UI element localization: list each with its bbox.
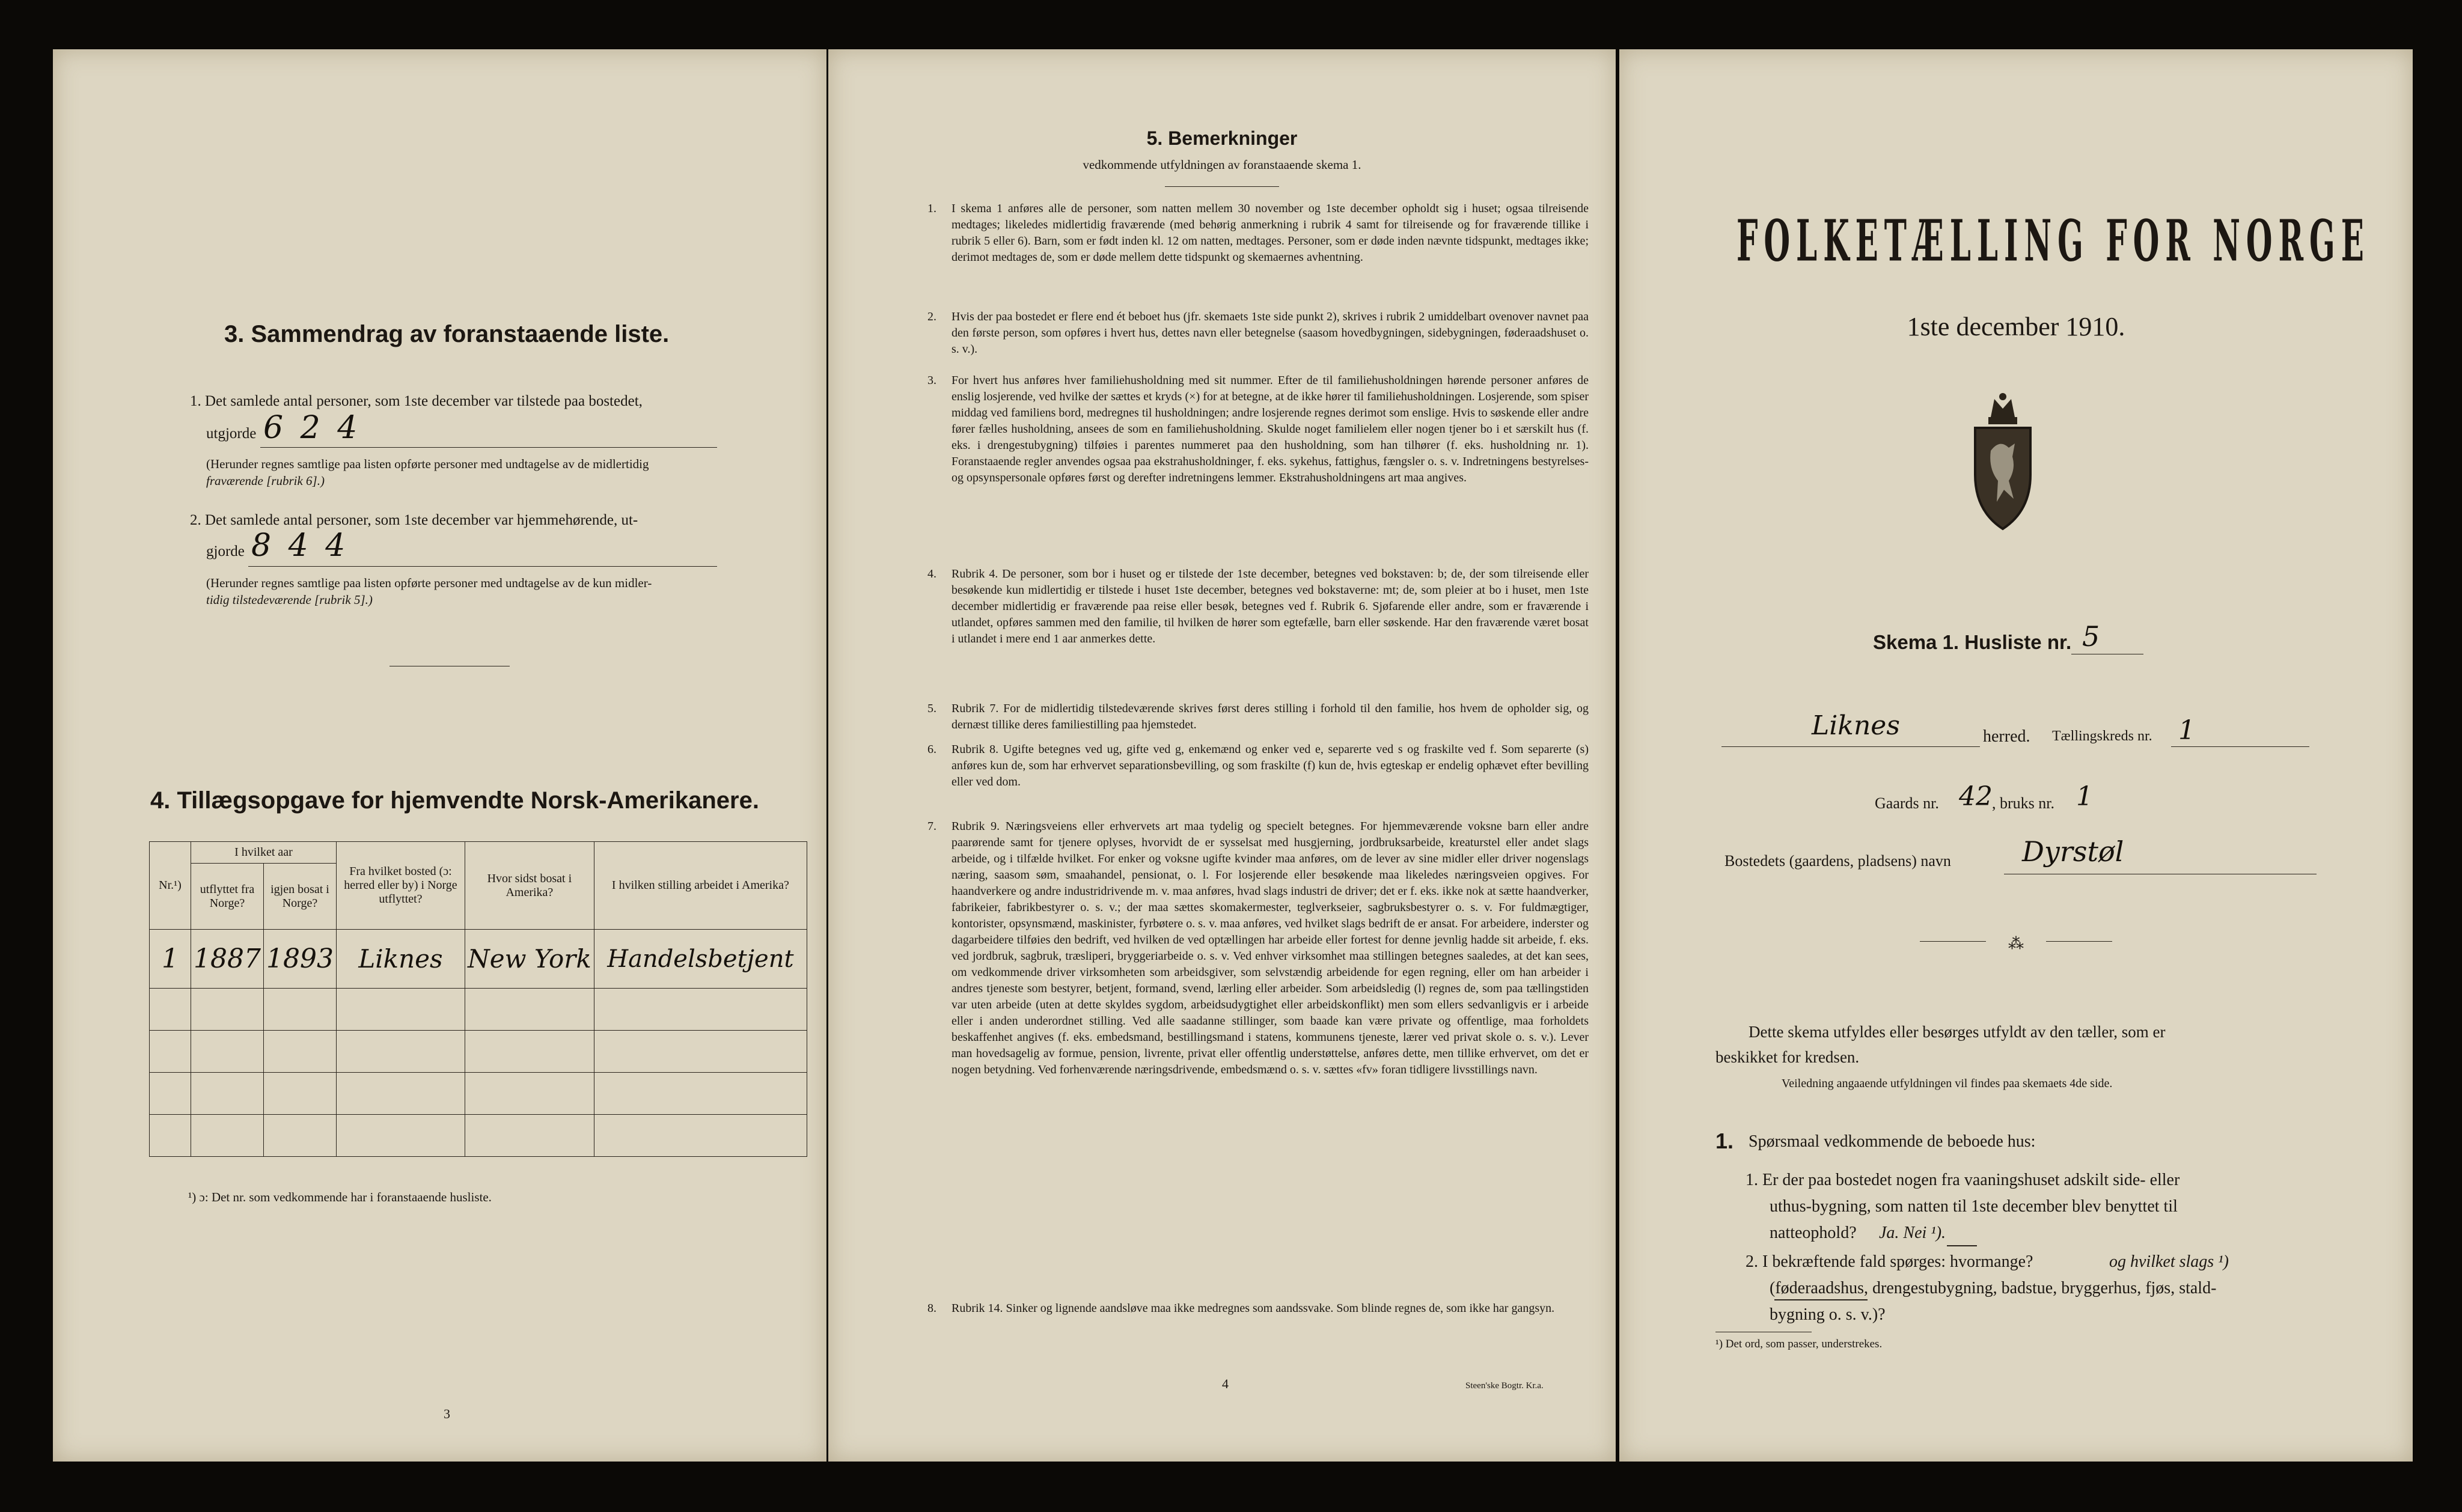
- col-bosat-header: igjen bosat i Norge?: [263, 864, 336, 930]
- q1-handwritten-value: 6 2 4: [263, 410, 361, 446]
- page-middle: [828, 49, 1616, 1462]
- q2-line-a-tail: og hvilket slags ¹): [2109, 1252, 2229, 1271]
- cell-bosted: Liknes: [336, 930, 465, 989]
- q2-note2: tidig tilstedeværende [rubrik 5].): [206, 593, 373, 607]
- intro-line2: beskikket for kredsen.: [1715, 1048, 1860, 1066]
- ornament: ⁂: [2008, 935, 2024, 953]
- col-utflyttet-header: utflyttet fra Norge?: [191, 864, 264, 930]
- page-left: [53, 49, 826, 1462]
- herred-label: herred.: [1983, 727, 2030, 746]
- cell-amerika: New York: [465, 930, 594, 989]
- norwegian-coat-of-arms-icon: [1967, 391, 2039, 532]
- note-item-5: 5. Rubrik 7. For de midlertidig tilstedeværende skrives først deres stilling i forhold til den familie, hos hvem de opholder sig, og dernæst tillike deres familiestilling paa hjemstedet.: [927, 702, 1589, 731]
- q2-text: 2. Det samlede antal personer, som 1ste december var hjemmehørende, ut-: [190, 512, 638, 528]
- note-item-6: 6. Rubrik 8. Ugifte betegnes ved ug, gifte ved g, enkemænd og enker ved e, separerte ved s og fraskilte ved f. Som separerte (s) anføres kun de, som har erhvervet separationsbevilling, og som fraskilte (f) kun de, hvis egteskap er endelig ophævet efter bevilling eller ved dom.: [927, 743, 1589, 788]
- footnote: ¹) ɔ: Det nr. som vedkommende har i foranstaaende husliste.: [188, 1190, 492, 1204]
- intro-note: Veiledning angaaende utfyldningen vil findes paa skemaets 4de side.: [1782, 1077, 2113, 1090]
- q1-note1: (Herunder regnes samtlige paa listen opførte personer med undtagelse av de midlertidig: [206, 457, 649, 471]
- col-group-header: I hvilket aar: [191, 842, 337, 864]
- q2-note1: (Herunder regnes samtlige paa listen opførte personer med undtagelse av de kun midler-: [206, 576, 652, 590]
- norsk-amerikanere-table: [149, 841, 807, 1157]
- kreds-label: Tællingskreds nr.: [2052, 728, 2152, 744]
- q1-line-b: uthus-bygning, som natten til 1ste december blev benyttet til: [1770, 1197, 2178, 1216]
- page-number: 4: [1222, 1376, 1229, 1391]
- cell-bosat: 1893: [263, 930, 336, 989]
- herred-value: Liknes: [1812, 710, 1900, 741]
- note-item-1: 1. I skema 1 anføres alle de personer, som natten mellem 30 november og 1ste december opholdt sig i huset; ogsaa tilreisende medtages; likeledes midlertidig fraværende (med behørig anmerkning i rubrik 4 samt for tilreisende og for fraværende tillike i rubrik 5 eller 6). Barn, som er født inden kl. 12 om natten, medtages. Personer, som er døde inden nævnte tidspunkt, medtages ikke; derimot medtages de, som er døde mellem dette tidspunkt og skemaernes avhentning.: [927, 202, 1589, 264]
- col-stilling-header: I hvilken stilling arbeidet i Amerika?: [594, 842, 807, 930]
- bruks-label: , bruks nr.: [1992, 794, 2054, 812]
- footnote: ¹) Det ord, som passer, understrekes.: [1715, 1338, 1883, 1350]
- gaards-value: 42: [1959, 781, 1993, 812]
- skema-label: Skema 1. Husliste nr.: [1873, 631, 2072, 653]
- cell-nr: 1: [150, 930, 191, 989]
- note-item-8: 8. Rubrik 14. Sinker og lignende aandsløve maa ikke medregnes som aandssvake. Som blinde regnes de, som ikke har gangsyn.: [927, 1302, 1555, 1315]
- intro-line1: Dette skema utfyldes eller besørges utfyldt av den tæller, som er: [1749, 1023, 2166, 1041]
- page-number: 3: [444, 1406, 450, 1421]
- q1-line-a: 1. Er der paa bostedet nogen fra vaaningshuset adskilt side- eller: [1746, 1171, 2180, 1189]
- note-item-7: 7. Rubrik 9. Næringsveiens eller erhvervets art maa tydelig og specielt betegnes. For hjemmeværende voksne barn eller andre paarørende samt for tjenere oplyses, hvorvidt de er sysselsat med husgjerning, jordbruksarbeide, kreaturstel eller andet slags arbeide, og i tilfælde hvilket. For enker og voksne ugifte kvinder maa anføres, om de lever av sine midler eller driver nogenslags næring, saasom søm, smaahandel, pensionat, o. l. For losjerende eller besøkende maa likeledes næringsveien opgives. For haandverkere og andre industridrivende m. v. maa anføres, hvad slags industri de driver; det er f. eks. ikke nok at sætte haandverker, fabrikeier, fabrikbestyrer o. s. v.; der maa sættes skomakermester, teglverkseier, sagbruksbestyrer o. s. v. For fuldmægtiger, kontorister, opsynsmænd, maskinister, fyrbøtere o. s. v. maa anføres, ved hvilket slags bedrift de er ansat. For arbeidere, inderster og dagarbeidere tilføies den bedrift, ved hvilken de ved optællingen har arbeide eller fortest for denne jevnlig hadde sit arbeide, f. eks. ved jordbruk, sagbruk, træsliperi, bryggeriarbeide o. s. v. Ved enhver virksomhet maa stillingen betegnes saaledes, at det kan sees, om vedkommende driver virksomheten som arbeidsgiver, som selvstændig arbeidende for egen regning, eller om han arbeider i andres tjeneste som bestyrer, betjent, formand, svend, lærling eller arbeider. Som arbeidsledig (l) regnes de, som paa tællingstiden var uten arbeide (uten at dette skyldes sygdom, arbeidsudygtighet eller arbeidskonflikt) men som ellers sedvanligvis er i arbeide eller i anden underordnet stilling. Ved alle saadanne stillinger, som baade kan være private og offentlige, maa forholdets beskaffenhet angives (f. eks. embedsmand, bestillingsmand i statens, kommunens tjeneste, lærer ved privat skole o. s. v.). Lever man hovedsagelig av formue, pension, livrente, privat eller offentlig understøttelse, anføres dette, men tillike erhvervet, om det er nogen betydning. Ved forhenværende næringsdrivende, embedsmænd o. s. v. sættes «fv» foran tidligere livsstillings navn.: [927, 820, 1589, 1076]
- bosted-value: Dyrstøl: [2022, 835, 2124, 868]
- nei-underline: [1947, 1245, 1977, 1246]
- census-date: 1ste december 1910.: [1907, 312, 2125, 341]
- q1-line-c: natteophold?: [1770, 1224, 1857, 1242]
- cell-utflyttet: 1887: [191, 930, 264, 989]
- note-item-3: 3. For hvert hus anføres hver familiehusholdning med sit nummer. Efter de til familiehusholdningen hørende personer anføres de enslig losjerende, ved hvilke der sættes et kryds (×) for at betegne, at de ikke hører til familiehusholdningen. Losjerende, som spiser middag ved familiens bord, medregnes til husholdningen; andre losjerende regnes derimot som enslige. Hvis to søskende eller andre fører fælles husholdning, ansees de som en familiehusholdning. Skulde noget familielem eller nogen tjener bo i et særskilt hus (f. eks. i drengestubygning) tilføies i parentes nummeret paa den husholdning, som han tilhører (f. eks. husholdning nr. 1). Foranstaaende regler anvendes ogsaa paa ekstrahusholdninger, f. eks. sykehus, fattighus, fængsler o. s. v. Indretningens bestyrelses- og opsynspersonale opføres først og derefter indretningens lemmer. Ekstrahusholdningens art maa angives.: [927, 374, 1589, 484]
- section3-title: 3. Sammendrag av foranstaaende liste.: [224, 321, 670, 347]
- q2-line-b: (føderaadshus, drengestubygning, badstue, bryggerhus, fjøs, stald-: [1770, 1279, 2217, 1297]
- foderaadshus-underline: [1774, 1299, 1868, 1300]
- q-heading: Spørsmaal vedkommende de beboede hus:: [1749, 1132, 2036, 1151]
- bemerkninger-title: 5. Bemerkninger: [1146, 127, 1298, 149]
- q2-line-a: 2. I bekræftende fald spørges: hvormange?: [1746, 1252, 2033, 1271]
- note-item-4: 4. Rubrik 4. De personer, som bor i huset og er tilstede der 1ste december, betegnes ved bokstaven: b; de, der som tilreisende eller besøkende kun midlertidig er tilstede i huset 1ste december, betegnes ved bokstaverne: mt; de, som pleier at bo i huset, men 1ste december midlertidig er fraværende paa reise eller besøk, betegnes ved f. Rubrik 6. Sjøfarende eller andre, som er fraværende i utlandet, opføres sammen med den familie, til hvilken de hører som egtefælle, barn eller søskende. Har den fraværende været bosat i utlandet i mere end 1 aar anmerkes dette.: [927, 567, 1589, 645]
- gaards-label: Gaards nr.: [1875, 794, 1939, 812]
- table-row-empty: [150, 989, 807, 1031]
- q2-line-c: bygning o. s. v.)?: [1770, 1305, 1886, 1324]
- q2-prefix: gjorde: [206, 543, 245, 559]
- bruks-value: 1: [2076, 781, 2093, 812]
- note-item-2: 2. Hvis der paa bostedet er flere end ét beboet hus (jfr. skemaets 1ste side punkt 2), skrives i rubrik 2 umiddelbart ovenover navnet paa den første person, som opføres i hvert hus, dettes navn eller betegnelse (saasom hovedbygningen, sidebygningen, føderaadshuset o. s. v.).: [927, 310, 1589, 356]
- kreds-value: 1: [2178, 715, 2195, 746]
- q-heading-num: 1.: [1715, 1129, 1734, 1153]
- main-title: FOLKETÆLLING FOR NORGE: [1737, 207, 2370, 275]
- q1-note2: fraværende [rubrik 6].): [206, 474, 325, 488]
- table-row: [150, 930, 807, 989]
- q1-answer: Ja. Nei ¹).: [1879, 1224, 1946, 1242]
- cell-stilling: Handelsbetjent: [594, 930, 807, 989]
- bosted-label: Bostedets (gaardens, pladsens) navn: [1724, 852, 1951, 870]
- q1-prefix: utgjorde: [206, 425, 257, 442]
- page-right: [1619, 49, 2413, 1462]
- q1-text: 1. Det samlede antal personer, som 1ste december var tilstede paa bostedet,: [190, 393, 643, 409]
- section4-title: 4. Tillægsopgave for hjemvendte Norsk-Amerikanere.: [150, 787, 759, 814]
- table-row-empty: [150, 1031, 807, 1073]
- table-row-empty: [150, 1115, 807, 1157]
- printer-mark: Steen'ske Bogtr. Kr.a.: [1465, 1381, 1544, 1391]
- table-row-empty: [150, 1073, 807, 1115]
- husliste-nr: 5: [2082, 620, 2100, 653]
- col-amerika-header: Hvor sidst bosat i Amerika?: [465, 842, 594, 930]
- bemerkninger-subtitle: vedkommende utfyldningen av foranstaaende skema 1.: [1083, 157, 1361, 172]
- col-nr-header: Nr.¹): [150, 842, 191, 930]
- q2-handwritten-value: 8 4 4: [251, 528, 349, 564]
- col-bosted-header: Fra hvilket bosted (ɔ: herred eller by) i Norge utflyttet?: [336, 842, 465, 930]
